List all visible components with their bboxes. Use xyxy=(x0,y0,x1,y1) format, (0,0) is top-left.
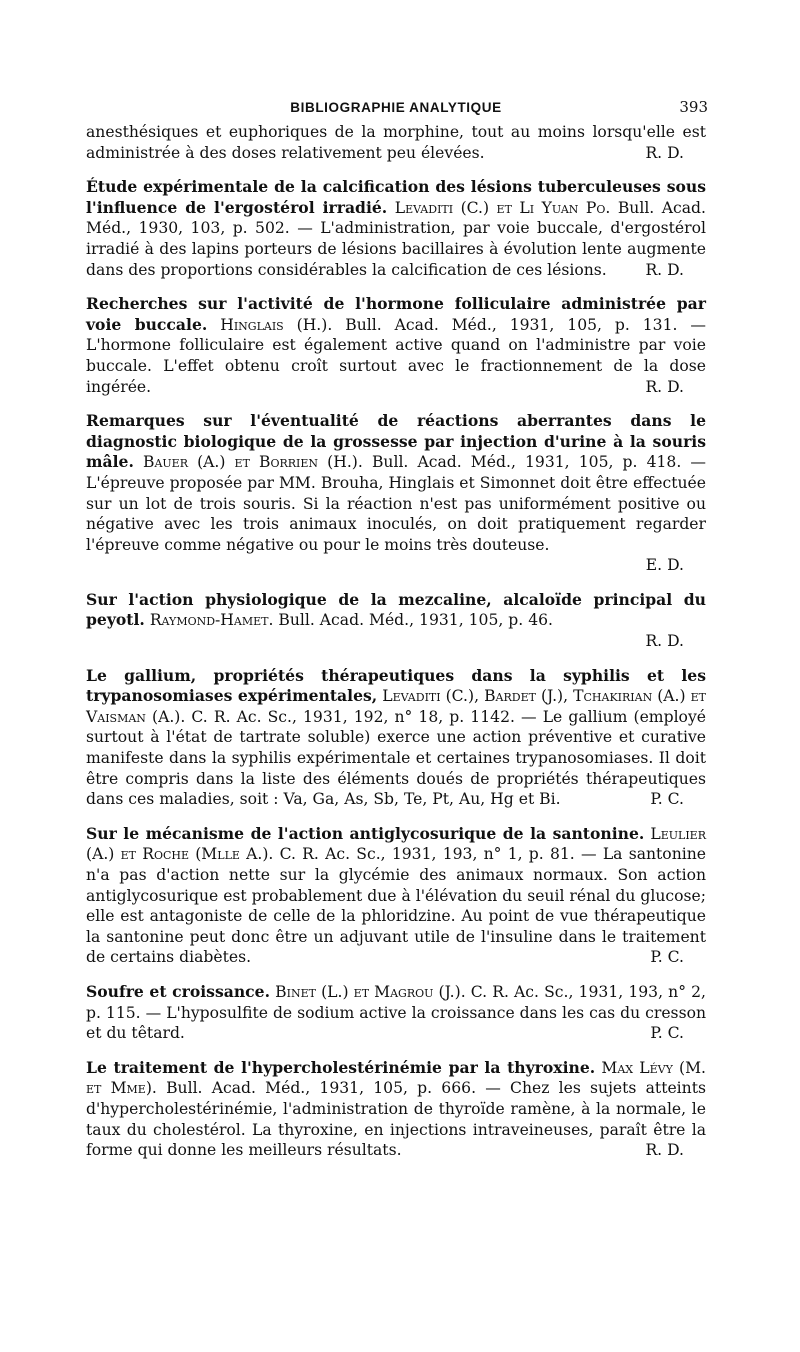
entry-source: C. R. Ac. Sc., 1931, 193, n° 1, p. 81. xyxy=(279,845,575,864)
entry-source: Bull. Acad. Méd., 1931, 105, p. 666. xyxy=(166,1079,477,1098)
entry-body: — Le gallium (employé surtout à l'état de tartrate soluble) exerce une action préventive et curative manifeste dans la syphilis expérimentale et certaines trypanosomiases. Il doit être compris dans la liste des éléments doués de propriétés thérapeutiques dans ces maladies, soit : Va, Ga, As, Sb, Te, Pt, Au, Hg et Bi. xyxy=(86,707,706,809)
running-title: BIBLIOGRAPHIE ANALYTIQUE xyxy=(290,100,502,115)
entry-continuation xyxy=(86,122,706,163)
entry-title: Sur le mécanisme de l'action antiglycosurique de la santonine. xyxy=(86,823,645,843)
entry-text xyxy=(86,411,706,555)
entry-initials: P. C. xyxy=(650,948,684,967)
entry-initials: P. C. xyxy=(650,790,684,809)
entry-authors: Levaditi (C.) et Li Yuan Po. xyxy=(394,198,611,217)
entry-source: Bull. Acad. Méd., 1930, 103, p. 502. xyxy=(86,198,706,238)
entry-body: — L'hormone folliculaire est également active quand on l'administre par voie buccale. L'effet obtenu croît surtout avec le fractionnement de la dose ingérée. xyxy=(86,315,706,396)
entry-mezcaline xyxy=(86,590,706,652)
entry-initials: E. D. xyxy=(645,556,684,575)
entry-title: Sur l'action physiologique de la mezcaline, alcaloïde principal du peyotl. xyxy=(86,589,706,630)
entry-grossesse xyxy=(86,411,706,576)
entry-initials: R. D. xyxy=(645,632,684,651)
entry-title: Le traitement de l'hypercholestérinémie par la thyroxine. xyxy=(86,1057,596,1077)
entry-text xyxy=(86,824,706,968)
entry-title: Le gallium, propriétés thérapeutiques dans la syphilis et les trypanosomiases expérimentales, xyxy=(86,665,706,706)
entry-source: C. R. Ac. Sc., 1931, 193, n° 2, p. 115. xyxy=(86,982,706,1022)
entry-authors: Hinglais (H.). xyxy=(220,315,333,334)
entry-initials: R. D. xyxy=(645,377,684,396)
entry-body: — L'épreuve proposée par MM. Brouha, Hinglais et Simonnet doit être effectuée sur un lot de trois souris. Si la réaction n'est pas uniformément positive ou négative avec les trois animaux inoculés, on doit pratiquement regarder l'épreuve comme négative ou pour le moins très douteuse. xyxy=(86,453,706,554)
entry-text xyxy=(86,982,706,1044)
entry-title: Étude expérimentale de la calcification des lésions tuberculeuses sous l'influence de l'ergostérol irradié. xyxy=(86,177,706,217)
entry-initials: R. D. xyxy=(645,260,684,279)
entry-text xyxy=(86,294,706,397)
entry-authors: Levaditi (C.), Bardet (J.), Tchakirian (A.) et Vaisman (A.). xyxy=(86,687,706,726)
entry-body: — L'administration, par voie buccale, d'ergostérol irradié à des lapins porteurs de lésions bacillaires à évolution lente augmente dans des proportions considérables la calcification de ces lésions. xyxy=(86,219,706,279)
entry-text xyxy=(86,122,706,163)
entry-source: C. R. Ac. Sc., 1931, 192, n° 18, p. 1142. xyxy=(191,707,515,726)
entry-soufre xyxy=(86,982,706,1044)
entry-thyroxine xyxy=(86,1058,706,1161)
entry-initials: P. C. xyxy=(650,1024,684,1043)
page-number: 393 xyxy=(679,98,708,116)
entry-title: Remarques sur l'éventualité de réactions aberrantes dans le diagnostic biologique de la grossesse par injection d'urine à la souris mâle. xyxy=(86,411,706,472)
running-header xyxy=(86,96,706,122)
entry-title: Recherches sur l'activité de l'hormone folliculaire administrée par voie buccale. xyxy=(86,294,706,334)
entry-text xyxy=(86,666,706,810)
entry-authors: Bauer (A.) et Borrien (H.). xyxy=(143,453,363,472)
entry-text xyxy=(86,590,706,631)
entry-santonine xyxy=(86,824,706,968)
entry-source: Bull. Acad. Méd., 1931, 105, p. 131. xyxy=(345,315,678,334)
entry-body: — L'hyposulfite de sodium active la croissance dans les cas du cresson et du têtard. xyxy=(86,1003,706,1043)
entry-authors: Max Lévy (M. et Mme). xyxy=(86,1058,706,1098)
continuation-text: anesthésiques et euphoriques de la morphine, tout au moins lorsqu'elle est administrée à des doses relativement peu élevées. xyxy=(86,123,706,162)
entry-gallium xyxy=(86,666,706,810)
entry-initials: R. D. xyxy=(645,143,684,162)
entry-hormone xyxy=(86,294,706,397)
entry-title: Soufre et croissance. xyxy=(86,981,271,1001)
entry-ergosterol xyxy=(86,177,706,280)
entry-body: — La santonine n'a pas d'action nette sur la glycémie des animaux normaux. Son action antiglycosurique est probablement due à l'élévation du seuil rénal du glucose; elle est antagoniste de celle de la phloridzine. Au point de vue thérapeutique la santonine peut donc être un adjuvant utile de l'insuline dans le traitement de certains diabètes. xyxy=(86,845,706,967)
entry-source: Bull. Acad. Méd., 1931, 105, p. 46. xyxy=(278,611,554,630)
entry-source: Bull. Acad. Méd., 1931, 105, p. 418. xyxy=(371,453,682,472)
entry-initials: R. D. xyxy=(645,1141,684,1160)
entry-text xyxy=(86,1058,706,1161)
entry-authors: Leulier (A.) et Roche (Mlle A.). xyxy=(86,824,706,864)
entry-authors: Binet (L.) et Magrou (J.). xyxy=(275,982,466,1001)
entry-text xyxy=(86,177,706,280)
page xyxy=(86,96,706,1161)
entry-body: — Chez les sujets atteints d'hypercholestérinémie, l'administration de thyroïde ramène, à la normale, le taux du cholestérol. La thyroxine, en injections intraveineuses, paraît être la forme qui donne les meilleurs résultats. xyxy=(86,1079,706,1160)
entry-authors: Raymond-Hamet. xyxy=(149,611,274,630)
